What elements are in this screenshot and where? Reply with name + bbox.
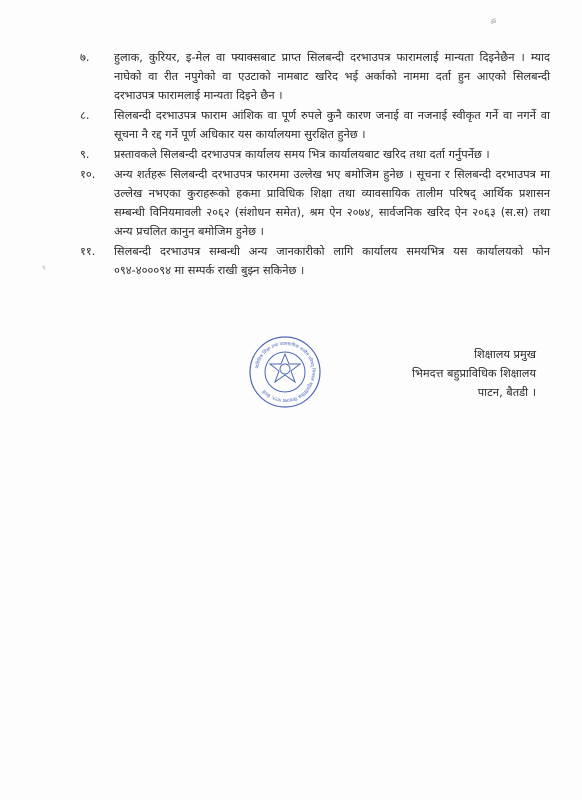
signatory-title: शिक्षालय प्रमुख: [474, 348, 536, 361]
clause-number: १०.: [80, 168, 96, 181]
seal-inner-ring: [265, 352, 305, 392]
office-seal-stamp: [247, 334, 323, 410]
corner-mark: ॐ: [490, 18, 498, 26]
margin-mark: ९: [42, 264, 46, 272]
clause-number: ११.: [80, 245, 96, 258]
seal-ring-text: प्राविधिक शिक्षा तथा व्यावसायिक तालीम परिषद् भिमदत्त बहुप्राविधिक शिक्षालय पाटन, बैतडी: [255, 341, 316, 403]
clause-number: ७.: [80, 51, 90, 64]
clause-text: अन्य शर्तहरू सिलबन्दी दरभाउपत्र फारममा उल्लेख भए बमोजिम हुनेछ । सूचना र सिलबन्दी दरभाउपत्र मा उल्लेख नभएका कुराहरूको हकमा प्राविधिक शिक्षा तथा व्यावसायिक तालीम परिषद् आर्थिक प्रशासन सम्बन्धी विनियमावली २०६२ (संशोधन समेत), श्रम ऐन २०७४, सार्वजनिक खरिद ऐन २०६३ (स.स) तथा अन्य प्रचलित कानुन बमोजिम हुनेछ ।: [114, 168, 550, 238]
seal-outer-ring: [250, 337, 320, 407]
seal-star-emblem: [270, 354, 300, 382]
clause-text: सिलबन्दी दरभाउपत्र फाराम आंशिक वा पूर्ण रुपले कुनै कारण जनाई वा नजनाई स्वीकृत गर्ने वा नगर्ने वा सूचना नै रद्द गर्ने पूर्ण अधिकार यस कार्यालयमा सुरक्षित हुनेछ ।: [114, 109, 550, 141]
clause-text: हुलाक, कुरियर, इ-मेल वा फ्याक्सबाट प्राप्त सिलबन्दी दरभाउपत्र फारामलाई मान्यता दिइनेछैन । म्याद नाघेको वा रीत नपुगेको वा एउटाको नामबाट खरिद भई अर्काको नाममा दर्ता हुन आएको सिलबन्दी दरभाउपत्र फारामलाई मान्यता दिइने छैन ।: [114, 51, 550, 102]
clause-number: ९.: [80, 148, 90, 161]
institution-name: भिमदत्त बहुप्राविधिक शिक्षालय: [411, 367, 536, 380]
clause-7: [80, 48, 550, 105]
clause-8: [80, 106, 550, 144]
notice-clauses: [80, 48, 550, 281]
clause-10: [80, 165, 550, 241]
clause-text: सिलबन्दी दरभाउपत्र सम्बन्धी अन्य जानकारीको लागि कार्यालय समयभित्र यस कार्यालयको फोन ०९४-४०००९४ मा सम्पर्क राखी बुझ्न सकिनेछ ।: [114, 245, 550, 277]
clause-number: ८.: [80, 109, 90, 122]
clause-text: प्रस्तावकले सिलबन्दी दरभाउपत्र कार्यालय समय भित्र कार्यालयबाट खरिद तथा दर्ता गर्नुपर्नेछ ।: [114, 148, 490, 161]
institution-location: पाटन, बैतडी ।: [477, 386, 536, 399]
clause-9: [80, 145, 550, 164]
signature-block: [412, 345, 536, 402]
seal-center-emblem: [280, 364, 290, 374]
clause-11: [80, 242, 550, 280]
